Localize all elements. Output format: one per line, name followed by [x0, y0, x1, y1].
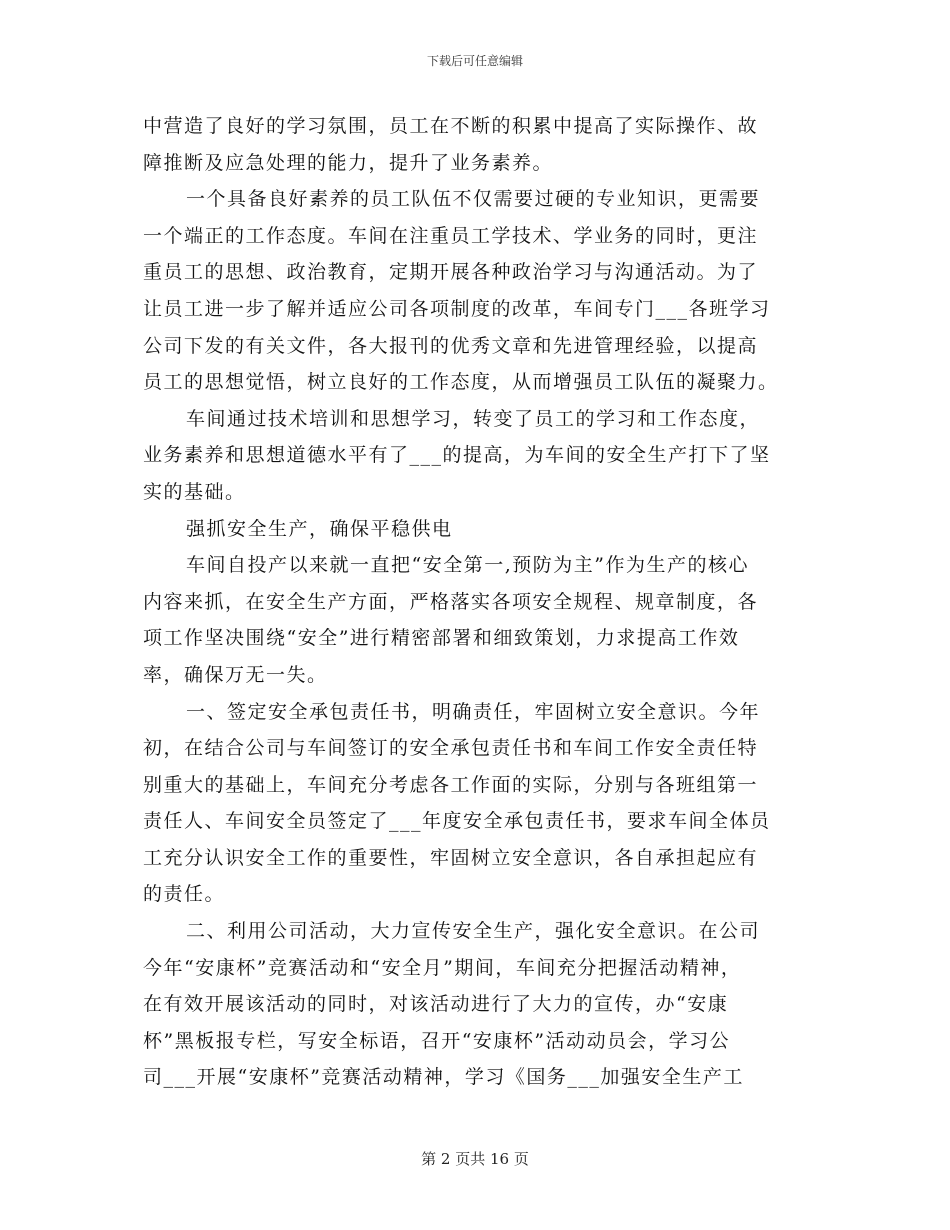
- body-line: 车间通过技术培训和思想学习，转变了员工的学习和工作态度，: [186, 407, 761, 430]
- body-line: 一个具备良好素养的员工队伍不仅需要过硬的专业知识，更需要: [186, 188, 761, 211]
- body-line: 司___开展“安康杯”竞赛活动精神，学习《国务___加强安全生产工: [143, 1066, 744, 1089]
- body-line: 让员工进一步了解并适应公司各项制度的改革，车间专门___各班学习: [143, 297, 771, 320]
- document-body: [143, 108, 807, 1096]
- body-line: 公司下发的有关文件，各大报刊的优秀文章和先进管理经验，以提高: [143, 334, 759, 357]
- body-line: 一、签定安全承包责任书，明确责任，牢固树立安全意识。今年: [186, 700, 761, 723]
- body-line: 项工作坚决围绕“安全”进行精密部署和细致策划，力求提高工作效: [143, 627, 740, 650]
- body-line: 杯”黑板报专栏，写安全标语，召开“安康杯”活动动员会，学习公: [143, 1029, 731, 1052]
- body-line: 二、利用公司活动，大力宣传安全生产，强化安全意识。在公司: [186, 920, 761, 943]
- body-line: 率，确保万无一失。: [143, 663, 328, 686]
- body-line: 责任人、车间安全员签定了___年度安全承包责任书，要求车间全体员: [143, 810, 771, 833]
- body-line: 实的基础。: [143, 480, 246, 503]
- body-line: 内容来抓，在安全生产方面，严格落实各项安全规程、规章制度，各: [143, 590, 759, 613]
- body-line: 障推断及应急处理的能力，提升了业务素养。: [143, 151, 554, 174]
- body-line: 初，在结合公司与车间签订的安全承包责任书和车间工作安全责任特: [143, 737, 759, 760]
- section-heading: 强抓安全生产，确保平稳供电: [186, 517, 453, 540]
- body-line: 业务素养和思想道德水平有了___的提高，为车间的安全生产打下了坚: [143, 444, 771, 467]
- body-line: 在有效开展该活动的同时，对该活动进行了大力的宣传，办“安康: [143, 993, 729, 1016]
- body-line: 今年“安康杯”竞赛活动和“安全月”期间，车间充分把握活动精神，: [143, 956, 742, 979]
- body-line: 员工的思想觉悟，树立良好的工作态度，从而增强员工队伍的凝聚力。: [143, 371, 779, 394]
- body-line: 重员工的思想、政治教育，定期开展各种政治学习与沟通活动。为了: [143, 261, 759, 284]
- body-line: 工充分认识安全工作的重要性，牢固树立安全意识，各自承担起应有: [143, 846, 759, 869]
- body-line: 一个端正的工作态度。车间在注重员工学技术、学业务的同时，更注: [143, 224, 759, 247]
- page-number: 第 2 页共 16 页: [421, 1150, 529, 1168]
- body-line: 别重大的基础上，车间充分考虑各工作面的实际，分别与各班组第一: [143, 773, 759, 796]
- body-line: 车间自投产以来就一直把“安全第一,预防为主”作为生产的核心: [186, 554, 749, 577]
- page-header: 下载后可任意编辑: [426, 54, 523, 68]
- body-line: 的责任。: [143, 883, 226, 906]
- body-line: 中营造了良好的学习氛围，员工在不断的积累中提高了实际操作、故: [143, 115, 759, 137]
